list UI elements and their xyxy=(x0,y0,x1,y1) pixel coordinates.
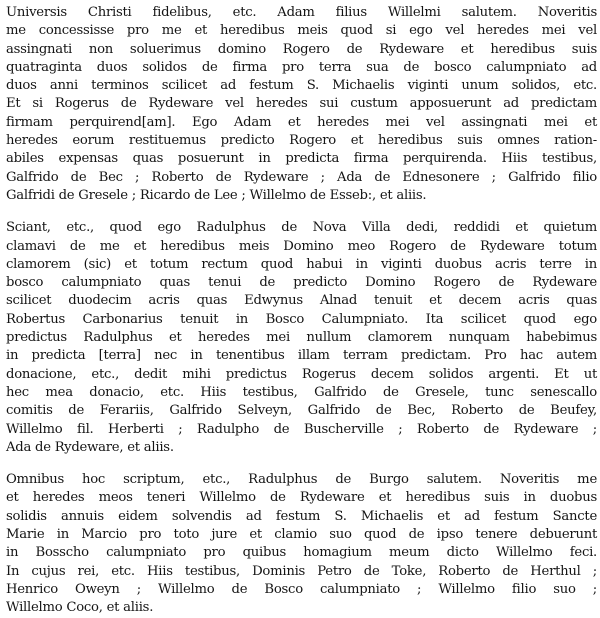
text-line: quatraginta duos solidos de firma pro terra sua de bosco calumpniato ad xyxy=(6,59,597,75)
charter-paragraph-2 xyxy=(6,219,597,457)
charter-paragraph-3 xyxy=(6,471,597,617)
text-line: clamorem (sic) et totum rectum quod habui in viginti duobus acris terre in xyxy=(6,256,597,272)
text-line: abiles expensas quas posuerunt in predicta firma perquirenda. Hiis testibus, xyxy=(6,151,597,167)
text-line: Henrico Oweyn ; Willelmo de Bosco calumpniato ; Willelmo filio suo ; xyxy=(6,581,597,597)
text-line: et heredes meos teneri Willelmo de Rydeware et heredibus suis in duobus xyxy=(6,490,597,506)
text-line: heredes eorum restituemus predicto Rogero et heredibus suis omnes ration- xyxy=(6,133,597,149)
text-line: solidis annuis eidem solvendis ad festum S. Michaelis et ad festum Sancte xyxy=(6,508,597,524)
text-line: Marie in Marcio pro toto jure et clamio suo quod de ipso tenere debuerunt xyxy=(6,527,597,543)
text-line: Galfridi de Gresele ; Ricardo de Lee ; Willelmo de Esseb:, et aliis. xyxy=(6,187,427,203)
text-line: me concessisse pro me et heredibus meis quod si ego vel heredes mei vel xyxy=(6,23,597,39)
text-line: comitis de Ferariis, Galfrido Selveyn, Galfrido de Bec, Roberto de Beufey, xyxy=(6,403,597,419)
text-line: Robertus Carbonarius tenuit in Bosco Calumpniato. Ita scilicet quod ego xyxy=(6,311,597,327)
text-line: Willelmo Coco, et aliis. xyxy=(6,600,154,616)
text-line: donacione, etc., dedit mihi predictus Rogerus decem solidos argenti. Et ut xyxy=(6,366,597,382)
text-line: predictus Radulphus et heredes mei nullum clamorem nunquam habebimus xyxy=(6,330,597,346)
text-line: Galfrido de Bec ; Roberto de Rydeware ; Ada de Ednesonere ; Galfrido filio xyxy=(6,169,597,185)
text-line: firmam perquirend[am]. Ego Adam et heredes mei vel assingnati mei et xyxy=(6,114,597,130)
text-line: Et si Rogerus de Rydeware vel heredes sui custum apposuerunt ad predictam xyxy=(6,96,597,112)
text-line: Universis Christi fidelibus, etc. Adam filius Willelmi salutem. Noveritis xyxy=(6,5,597,20)
text-line: in Bosscho calumpniato pro quibus homagium meum dicto Willelmo feci. xyxy=(6,545,597,561)
text-line: clamavi de me et heredibus meis Domino meo Rogero de Rydeware totum xyxy=(6,238,597,254)
text-line: hec mea donacio, etc. Hiis testibus, Galfrido de Gresele, tunc senescallo xyxy=(6,384,597,400)
text-line: bosco calumpniato quas tenui de predicto Domino Rogero de Rydeware xyxy=(6,275,597,291)
text-line: Ada de Rydeware, et aliis. xyxy=(6,439,174,455)
text-line: in predicta [terra] nec in tenentibus illam terram predictam. Pro hac autem xyxy=(6,348,597,364)
text-line: Willelmo fil. Herberti ; Radulpho de Buscherville ; Roberto de Rydeware ; xyxy=(6,421,597,437)
text-line: Sciant, etc., quod ego Radulphus de Nova Villa dedi, reddidi et quietum xyxy=(6,220,597,236)
text-line: scilicet duodecim acris quas Edwynus Alnad tenuit et decem acris quas xyxy=(6,293,597,309)
text-line: Omnibus hoc scriptum, etc., Radulphus de Burgo salutem. Noveritis me xyxy=(6,472,597,488)
charter-paragraph-1 xyxy=(6,4,597,205)
text-line: In cujus rei, etc. Hiis testibus, Dominis Petro de Toke, Roberto de Herthul ; xyxy=(6,563,597,579)
text-line: duos anni terminos scilicet ad festum S. Michaelis viginti unum solidos, etc. xyxy=(6,78,597,94)
text-line: assingnati non soluerimus domino Rogero de Rydeware et heredibus suis xyxy=(6,41,597,57)
